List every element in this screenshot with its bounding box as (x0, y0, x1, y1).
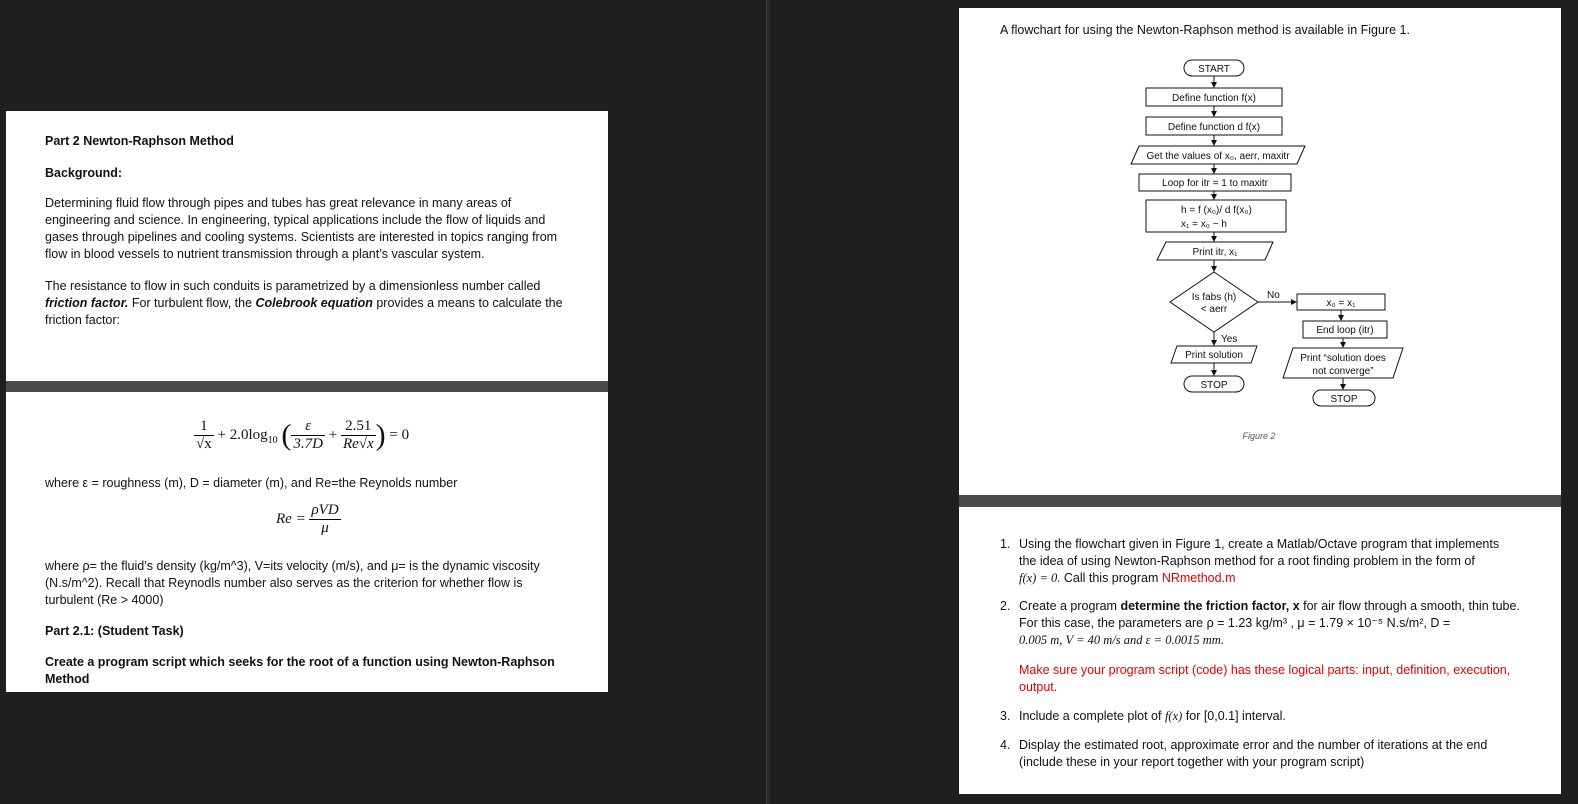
task-item-3-c: for [0,0.1] interval. (1182, 709, 1286, 723)
call-this-program: Call this program (1060, 571, 1162, 585)
fx-eq-zero: f(x) = 0. (1019, 571, 1061, 585)
reynolds-fraction (309, 502, 340, 537)
right-document-pane[interactable] (770, 0, 1578, 804)
fc-define-f-label: Define function f(x) (1172, 93, 1256, 104)
fc-define-df-label: Define function d f(x) (1167, 122, 1261, 133)
para1-line2: engineering and science. In engineering, typical applications include the flow of liquids and (45, 213, 546, 227)
background-heading: Background: (45, 166, 123, 180)
para2-mid: For turbulent flow, the (128, 296, 256, 310)
right-page-top (959, 8, 1561, 495)
fc-yes-label: Yes (1221, 334, 1238, 345)
para2-line3: friction factor: (45, 313, 121, 327)
task-item-4-line1: Display the estimated root, approximate error and the number of iterations at the end (1019, 738, 1488, 752)
frac-den-37d: 3.7D (293, 436, 323, 452)
fc-print-nc (1283, 348, 1403, 378)
task-item-1-line2: the idea of using Newton-Raphson method for a root finding problem in the form of (1019, 554, 1475, 568)
task-item-2-num: 2. (1000, 599, 1011, 613)
task-item-3-num: 3. (1000, 709, 1011, 723)
fc-print-nc-label-2: not converge” (1312, 366, 1374, 377)
task-item-1-line1: Using the flowchart given in Figure 1, create a Matlab/Octave program that implements (1019, 537, 1500, 551)
para1-line3: gases through pipelines and cooling systems. Scientists are interested in topics ranging from (45, 230, 558, 244)
para1-line4: flow in blood vessels to nutrient transmission through a plant’s vascular system. (45, 247, 485, 261)
fc-print-solution (1171, 346, 1257, 363)
fc-decision-label-1: Is fabs (h) (1191, 292, 1237, 303)
fc-loop-label: Loop for itr = 1 to maxitr (1162, 178, 1268, 189)
task-item-2-c: for air flow through a smooth, thin tube. (1299, 599, 1520, 613)
where-density-line3: turbulent (Re > 4000) (45, 593, 164, 607)
task-item-1-line3 (1019, 570, 1235, 587)
left-document-pane[interactable] (0, 0, 766, 804)
fc-get-values (1131, 146, 1305, 164)
task-item-2-line3: 0.005 m, V = 40 m/s and ε = 0.0015 mm. (1019, 633, 1224, 647)
frac-num-eps: ε (291, 418, 325, 436)
fc-start (1184, 60, 1244, 76)
flowchart (959, 8, 1561, 495)
fc-define-f (1146, 88, 1282, 106)
para2-line2 (45, 295, 563, 312)
where-density-line2: (N.s/m^2). Recall that Reynodls number also serves as the criterion for whether flow is (45, 576, 523, 590)
task-item-3-b: f(x) (1164, 709, 1183, 723)
fc-x0-x1-label: x₀ = x₁ (1326, 298, 1356, 309)
task-heading: Part 2.1: (Student Task) (45, 624, 184, 638)
colebrook-equation (194, 418, 409, 453)
fc-loop (1139, 174, 1291, 191)
fc-h-calc (1146, 200, 1286, 232)
page-break (6, 381, 608, 392)
task-item-1-num: 1. (1000, 537, 1011, 551)
fc-print-nc-label-1: Print “solution does (1300, 353, 1386, 364)
where-density-line1: where ρ= the fluid’s density (kg/m^3), V=its velocity (m/s), and μ= is the dynamic viscosity (45, 559, 540, 573)
right-page-bottom (959, 507, 1561, 794)
paren-open: ( (281, 418, 292, 452)
equals-zero: = 0 (389, 426, 410, 443)
fc-end-loop-label: End loop (itr) (1316, 325, 1374, 336)
fc-x0-x1 (1297, 294, 1385, 310)
fc-stop-left (1184, 376, 1244, 392)
task-item-2-b: determine the friction factor, x (1120, 599, 1300, 613)
paren-close: ) (375, 418, 386, 452)
reynolds-equation (276, 502, 341, 537)
friction-factor-term: friction factor. (45, 296, 129, 310)
flowchart-intro: A flowchart for using the Newton-Raphson method is available in Figure 1. (1000, 23, 1410, 37)
where-roughness: where ε = roughness (m), D = diameter (m), and Re=the Reynolds number (45, 476, 458, 490)
plus-sign: + (328, 426, 338, 443)
fc-stop-right (1313, 390, 1375, 406)
fc-stop-right-label: STOP (1330, 394, 1358, 405)
fraction-eps (291, 418, 325, 453)
para2-line1: The resistance to flow in such conduits is parametrized by a dimensionless number called (45, 279, 541, 293)
frac-den-resqrtx: Re√x (342, 436, 374, 452)
fc-decision-label-2: < aerr (1200, 304, 1228, 315)
task-text-line2: Method (45, 672, 90, 686)
fc-start-label: START (1198, 64, 1230, 75)
fc-print-solution-label: Print solution (1185, 350, 1243, 361)
fc-h-calc-label: h = f (x₀)/ d f(x₀) (1181, 205, 1252, 216)
fc-print-itr (1157, 242, 1273, 260)
frac-den-sqrtx: √x (196, 436, 212, 452)
task-item-4-num: 4. (1000, 738, 1011, 752)
para2-end: provides a means to calculate the (372, 296, 563, 310)
fc-print-itr-label: Print itr, x₁ (1192, 247, 1238, 258)
fraction-251 (341, 418, 376, 453)
fc-no-label: No (1267, 290, 1280, 301)
fraction-one-over-sqrtx (194, 418, 214, 453)
task-item-3-a: Include a complete plot of (1019, 709, 1165, 723)
part-title: Part 2 Newton-Raphson Method (45, 134, 234, 148)
left-page-top (6, 111, 608, 381)
task-item-2-red-line2: output. (1019, 680, 1058, 694)
task-item-2-line2: For this case, the parameters are ρ = 1.23 kg/m³ , μ = 1.79 × 10⁻⁵ N.s/m², D = (1019, 616, 1451, 630)
fc-define-df (1146, 117, 1282, 135)
fc-get-values-label: Get the values of x₀, aerr, maxitr (1146, 151, 1290, 162)
reynolds-den: μ (321, 520, 329, 536)
task-item-3-line (1019, 708, 1286, 725)
log-sub: 10 (267, 434, 278, 446)
reynolds-lhs: Re = (276, 510, 306, 527)
task-item-2-red-line1: Make sure your program script (code) has these logical parts: input, definition, execution, (1019, 663, 1511, 677)
task-item-2-line1 (1019, 598, 1520, 615)
fc-stop-left-label: STOP (1200, 380, 1228, 391)
task-text-line1: Create a program script which seeks for the root of a function using Newton-Raphson (45, 655, 555, 669)
left-page-bottom (6, 392, 608, 692)
frac-num-251: 2.51 (341, 418, 376, 436)
nrmethod-filename: NRmethod.m (1161, 571, 1236, 585)
log-term: + 2.0log (217, 426, 268, 443)
fc-x1-calc-label: x₁ = x₀ − h (1181, 219, 1227, 230)
fc-decision (1170, 272, 1258, 332)
task-item-2-a: Create a program (1019, 599, 1121, 613)
reynolds-num: ρVD (311, 502, 339, 518)
frac-num-1: 1 (194, 418, 214, 436)
right-page-break (959, 495, 1561, 507)
figure-label: Figure 2 (1242, 431, 1276, 441)
task-item-4-line2: (include these in your report together with your program script) (1019, 755, 1365, 769)
colebrook-term: Colebrook equation (255, 296, 373, 310)
fc-end-loop (1303, 321, 1387, 338)
para1-line1: Determining fluid flow through pipes and tubes has great relevance in many areas of (45, 196, 512, 210)
